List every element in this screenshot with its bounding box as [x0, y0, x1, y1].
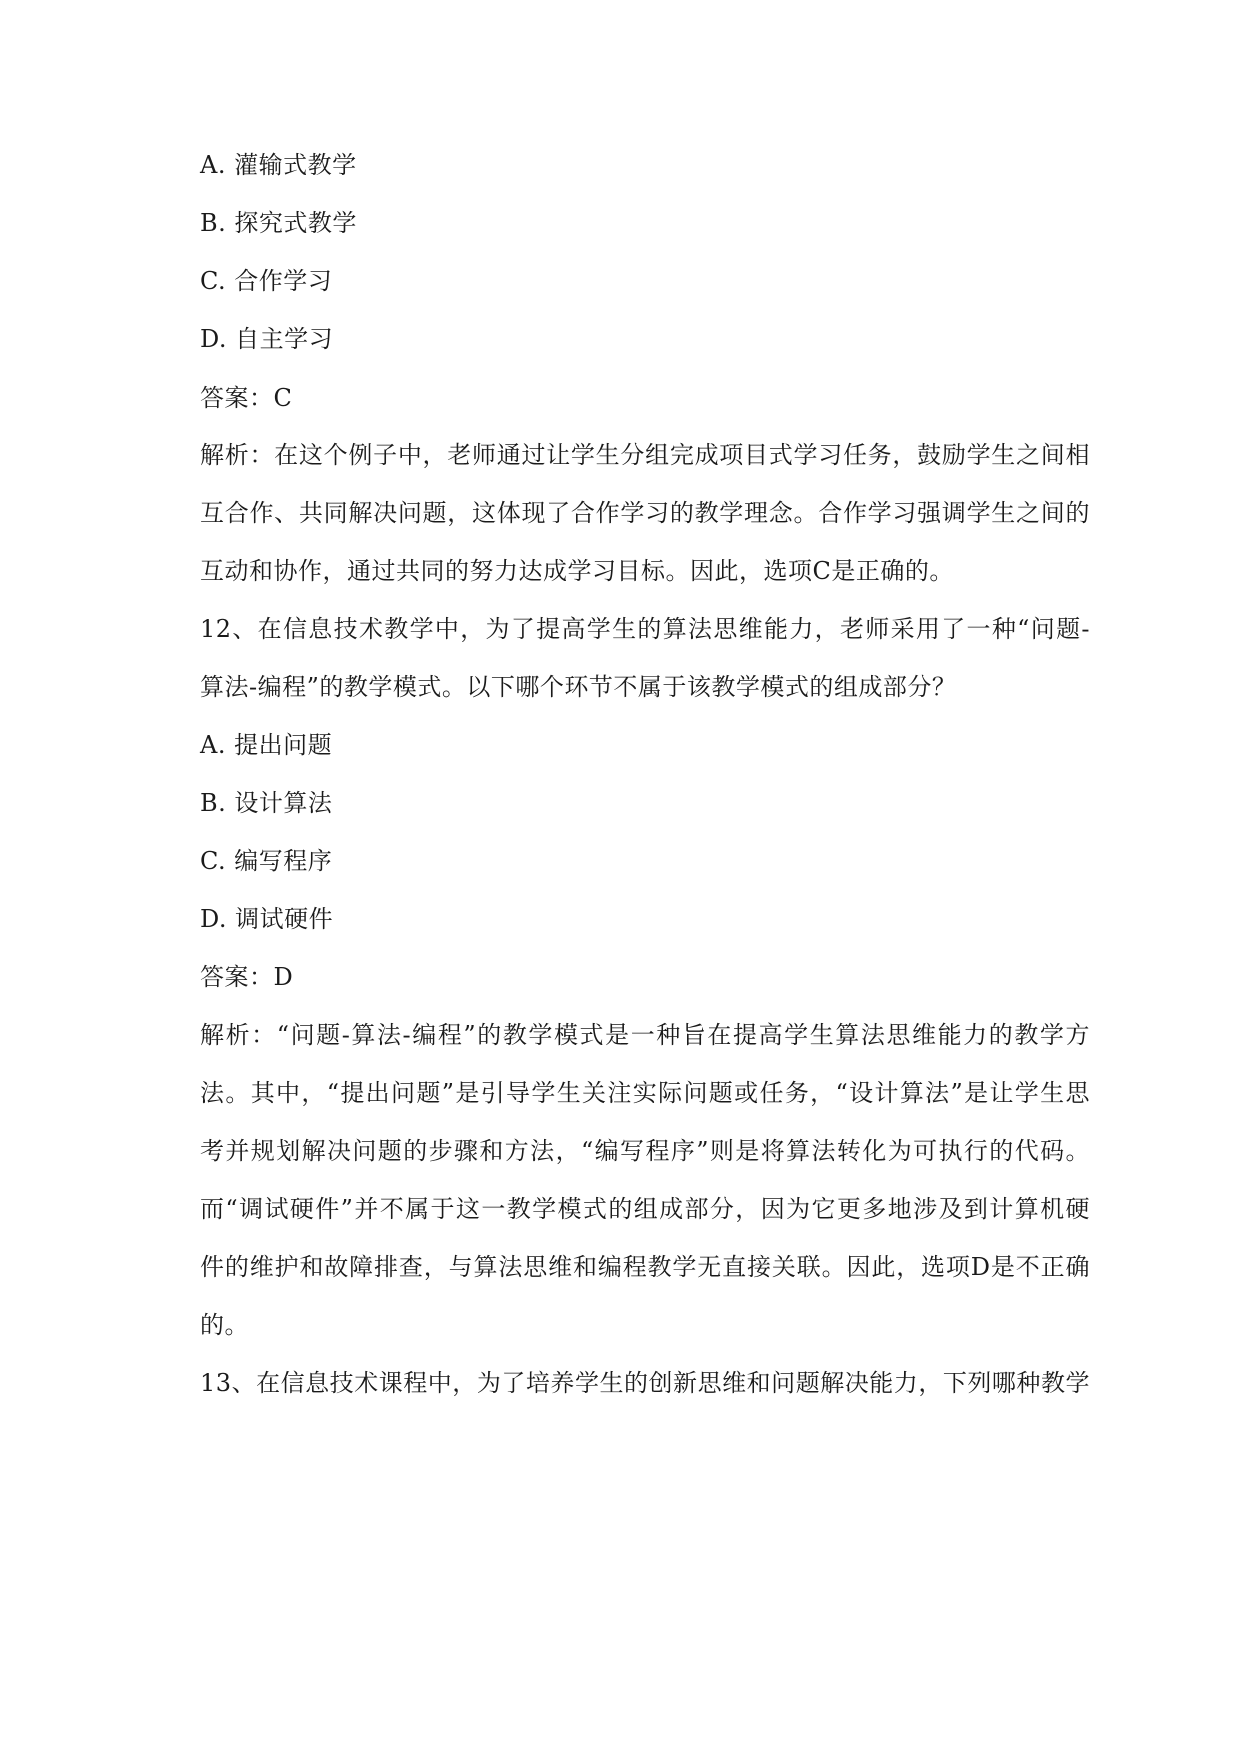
q12-answer: 答案：D	[200, 963, 294, 991]
q12-analysis-line-1: 解析：“问题-算法-编程”的教学模式是一种旨在提高学生算法思维能力的教学方	[200, 1021, 1090, 1049]
q11-analysis-line-1: 解析：在这个例子中，老师通过让学生分组完成项目式学习任务，鼓励学生之间相	[200, 441, 1090, 469]
q11-option-b: B. 探究式教学	[200, 209, 357, 237]
q11-option-d: D. 自主学习	[200, 325, 334, 353]
q11-answer: 答案：C	[200, 384, 293, 412]
q12-analysis-line-5: 件的维护和故障排查，与算法思维和编程教学无直接关联。因此，选项D是不正确	[200, 1253, 1090, 1281]
q11-analysis-line-2: 互合作、共同解决问题，这体现了合作学习的教学理念。合作学习强调学生之间的	[200, 499, 1090, 527]
q12-question-line-2: 算法-编程”的教学模式。以下哪个环节不属于该教学模式的组成部分？	[200, 673, 957, 701]
q12-option-c: C. 编写程序	[200, 847, 333, 875]
q13-question-line-1: 13、在信息技术课程中，为了培养学生的创新思维和问题解决能力，下列哪种教学	[200, 1369, 1090, 1397]
q12-option-d: D. 调试硬件	[200, 905, 334, 933]
q12-question-line-1: 12、在信息技术教学中，为了提高学生的算法思维能力，老师采用了一种“问题-	[200, 615, 1090, 643]
q12-option-b: B. 设计算法	[200, 789, 333, 817]
q12-option-a: A. 提出问题	[200, 731, 333, 759]
q12-analysis-line-4: 而“调试硬件”并不属于这一教学模式的组成部分，因为它更多地涉及到计算机硬	[200, 1195, 1090, 1223]
q12-analysis-line-2: 法。其中，“提出问题”是引导学生关注实际问题或任务，“设计算法”是让学生思	[200, 1079, 1090, 1107]
q11-option-a: A. 灌输式教学	[200, 151, 357, 179]
q11-analysis-line-3: 互动和协作，通过共同的努力达成学习目标。因此，选项C是正确的。	[200, 557, 954, 585]
q12-analysis-line-6: 的。	[200, 1311, 249, 1339]
q11-option-c: C. 合作学习	[200, 267, 333, 295]
q12-analysis-line-3: 考并规划解决问题的步骤和方法，“编写程序”则是将算法转化为可执行的代码。	[200, 1137, 1090, 1165]
